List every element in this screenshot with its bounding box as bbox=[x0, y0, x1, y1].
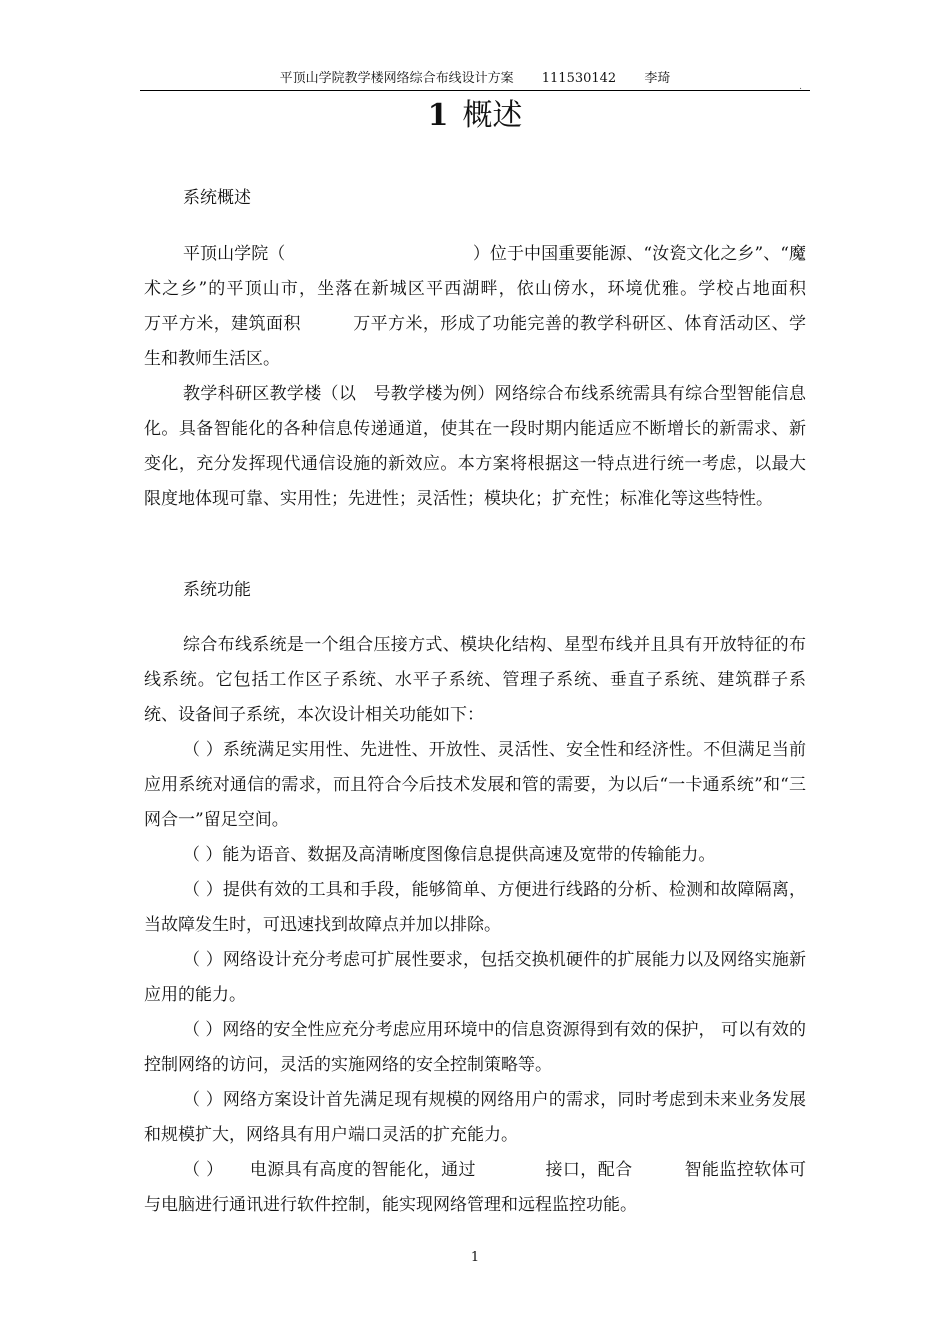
header-title: 平顶山学院教学楼网络综合布线设计方案 bbox=[279, 71, 514, 86]
function-item-6: （ ）网络方案设计首先满足现有规模的网络用户的需求，同时考虑到未来业务发展和规模扩大，网络具有用户端口灵活的扩充能力。 bbox=[144, 1090, 806, 1145]
function-item-2: （ ）能为语音、数据及高清晰度图像信息提供高速及宽带的传输能力。 bbox=[183, 845, 716, 865]
page-number: 1 bbox=[470, 1250, 480, 1265]
header-mark: . bbox=[799, 82, 802, 92]
function-item-3: （ ）提供有效的工具和手段，能够简单、方便进行线路的分析、检测和故障隔离，当故障发生时，可迅速找到故障点并加以排除。 bbox=[144, 880, 806, 935]
function-item-7: （ ） 电源具有高度的智能化，通过 接口，配合 智能监控软体可与电脑进行通讯进行软件控制，能实现网络管理和远程监控功能。 bbox=[144, 1160, 806, 1215]
header-student-id: 111530142 bbox=[541, 71, 617, 86]
paragraph-overview-2: 教学科研区教学楼（以 号教学楼为例）网络综合布线系统需具有综合型智能信息化。具备智能化的各种信息传递通道，使其在一段时期内能适应不断增长的新需求、新变化，充分发挥现代通信设施的新效应。本方案将根据这一特点进行统一考虑，以最大限度地体现可靠、实用性；先进性；灵活性；模块化；扩充性；标准化等这些特性。 bbox=[144, 384, 806, 509]
chapter-title bbox=[0, 96, 950, 136]
section-heading-overview: 系统概述 bbox=[183, 188, 251, 208]
section-heading-function: 系统功能 bbox=[183, 580, 251, 600]
page-header bbox=[140, 70, 810, 91]
paragraph-overview-1: 平顶山学院（ ）位于中国重要能源、“汝瓷文化之乡”、“魔术之乡”的平顶山市，坐落在新城区平西湖畔，依山傍水，环境优雅。学校占地面积 万平方米，建筑面积 万平方米，形成了功能完善的教学科研区、体育活动区、学生和教师生活区。 bbox=[144, 244, 857, 369]
function-item-5: （ ）网络的安全性应充分考虑应用环境中的信息资源得到有效的保护， 可以有效的控制网络的访问，灵活的实施网络的安全控制策略等。 bbox=[144, 1020, 806, 1075]
paragraph-function-1: 综合布线系统是一个组合压接方式、模块化结构、星型布线并且具有开放特征的布线系统。它包括工作区子系统、水平子系统、管理子系统、垂直子系统、建筑群子系统、设备间子系统，本次设计相关功能如下： bbox=[144, 635, 806, 725]
function-item-4: （ ）网络设计充分考虑可扩展性要求，包括交换机硬件的扩展能力以及网络实施新应用的能力。 bbox=[144, 950, 806, 1005]
chapter-title-text: 概述 bbox=[462, 98, 523, 133]
header-author: 李琦 bbox=[644, 71, 671, 86]
function-item-1: （ ）系统满足实用性、先进性、开放性、灵活性、安全性和经济性。不但满足当前应用系统对通信的需求，而且符合今后技术发展和管的需要，为以后“一卡通系统”和“三网合一”留足空间。 bbox=[144, 740, 806, 830]
chapter-number: 1 bbox=[427, 98, 449, 133]
